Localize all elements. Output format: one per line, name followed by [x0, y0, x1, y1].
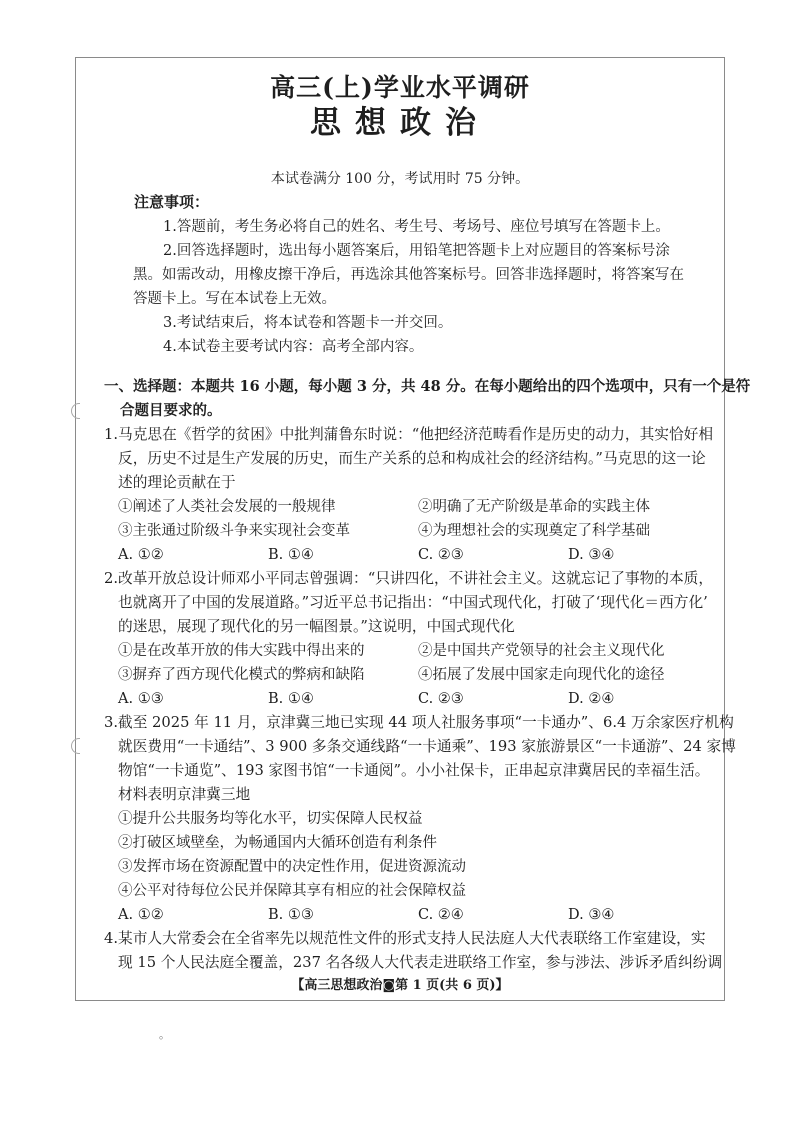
question-stem: 反，历史不过是生产发展的历史，而生产关系的总和构成社会的经济结构。”马克思的这一论 — [118, 450, 706, 467]
answer-choice: A. ①② — [118, 907, 164, 923]
notice-line: 3.考试结束后，将本试卷和答题卡一并交回。 — [163, 315, 453, 331]
qr-code-icon: ◙ — [382, 978, 396, 993]
answer-choice: C. ②③ — [418, 547, 464, 563]
answer-choice: D. ③④ — [568, 547, 615, 563]
binding-hole-mark — [71, 403, 80, 419]
section-heading: 合题目要求的。 — [120, 402, 222, 419]
answer-choice: C. ②③ — [418, 691, 464, 707]
footer-label: 【高三思想政治 — [291, 978, 383, 993]
exam-title: 高三(上)学业水平调研 — [270, 73, 530, 102]
question-stem: 也就离开了中国的发展道路。”习近平总书记指出：“中国式现代化，打破了‘现代化＝西方化’ — [118, 594, 708, 611]
subject-title: 思想政治 — [310, 105, 490, 141]
footer-page-number: 第 1 页(共 6 页)】 — [395, 978, 509, 993]
answer-choice: A. ①② — [118, 547, 164, 563]
statement-option: ②是中国共产党领导的社会主义现代化 — [418, 643, 665, 659]
statement-option: ②打破区域壁垒，为畅通国内大循环创造有利条件 — [118, 835, 437, 851]
notice-line: 2.回答选择题时，选出每小题答案后，用铅笔把答题卡上对应题目的答案标号涂 — [163, 243, 670, 259]
answer-choice: D. ②④ — [568, 691, 615, 707]
statement-option: ③主张通过阶级斗争来实现社会变革 — [118, 523, 350, 539]
statement-option: ①阐述了人类社会发展的一般规律 — [118, 499, 336, 515]
statement-option: ③摒弃了西方现代化模式的弊病和缺陷 — [118, 667, 365, 683]
statement-option: ③发挥市场在资源配置中的决定性作用，促进资源流动 — [118, 859, 466, 875]
answer-choice: C. ②④ — [418, 907, 464, 923]
notice-line: 4.本试卷主要考试内容：高考全部内容。 — [163, 339, 424, 355]
question-stem: 2.改革开放总设计师邓小平同志曾强调：“只讲四化，不讲社会主义。这就忘记了事物的本质， — [104, 570, 714, 587]
stray-mark: 。 — [159, 1028, 170, 1041]
notice-line: 1.答题前，考生务必将自己的姓名、考生号、考场号、座位号填写在答题卡上。 — [163, 219, 670, 235]
answer-choice: B. ①④ — [268, 547, 314, 563]
question-stem: 材料表明京津冀三地 — [118, 786, 251, 803]
binding-hole-mark — [71, 738, 80, 754]
question-stem: 就医费用“一卡通结”、3 900 多条交通线路“一卡通乘”、193 家旅游景区“一卡通游”、24 家博 — [118, 738, 736, 755]
statement-option: ②明确了无产阶级是革命的实践主体 — [418, 499, 650, 515]
question-stem: 1.马克思在《哲学的贫困》中批判蒲鲁东时说：“他把经济范畴看作是历史的动力，其实恰好相 — [104, 426, 714, 443]
question-stem: 现 15 个人民法庭全覆盖，237 名各级人大代表走进联络工作室，参与涉法、涉诉矛盾纠纷调 — [118, 954, 723, 971]
answer-choice: B. ①④ — [268, 691, 314, 707]
question-stem: 3.截至 2025 年 11 月，京津冀三地已实现 44 项人社服务事项“一卡通办”、6.4 万余家医疗机构 — [104, 714, 734, 731]
question-stem: 物馆“一卡通览”、193 家图书馆“一卡通阅”。小小社保卡，正串起京津冀居民的幸福生活。 — [118, 762, 710, 779]
answer-choice: D. ③④ — [568, 907, 615, 923]
section-heading: 一、选择题：本题共 16 小题，每小题 3 分，共 48 分。在每小题给出的四个选项中，只有一个是符 — [104, 378, 751, 395]
question-stem: 4.某市人大常委会在全省率先以规范性文件的形式支持人民法庭人大代表联络工作室建设，实 — [104, 930, 706, 947]
statement-option: ④公平对待每位公民并保障其享有相应的社会保障权益 — [118, 883, 466, 899]
statement-option: ④拓展了发展中国家走向现代化的途径 — [418, 667, 665, 683]
page-footer — [0, 979, 800, 992]
question-stem: 的迷思，展现了现代化的另一幅图景。”这说明，中国式现代化 — [118, 618, 515, 635]
answer-choice: B. ①③ — [268, 907, 314, 923]
statement-option: ④为理想社会的实现奠定了科学基础 — [418, 523, 650, 539]
notice-line: 答题卡上。写在本试卷上无效。 — [133, 291, 336, 307]
notice-line: 黑。如需改动，用橡皮擦干净后，再选涂其他答案标号。回答非选择题时，将答案写在 — [133, 267, 684, 283]
statement-option: ①提升公共服务均等化水平，切实保障人民权益 — [118, 811, 423, 827]
statement-option: ①是在改革开放的伟大实践中得出来的 — [118, 643, 365, 659]
exam-info: 本试卷满分 100 分，考试用时 75 分钟。 — [270, 171, 530, 187]
question-stem: 述的理论贡献在于 — [118, 474, 236, 491]
notice-heading: 注意事项： — [134, 193, 210, 211]
answer-choice: A. ①③ — [118, 691, 164, 707]
